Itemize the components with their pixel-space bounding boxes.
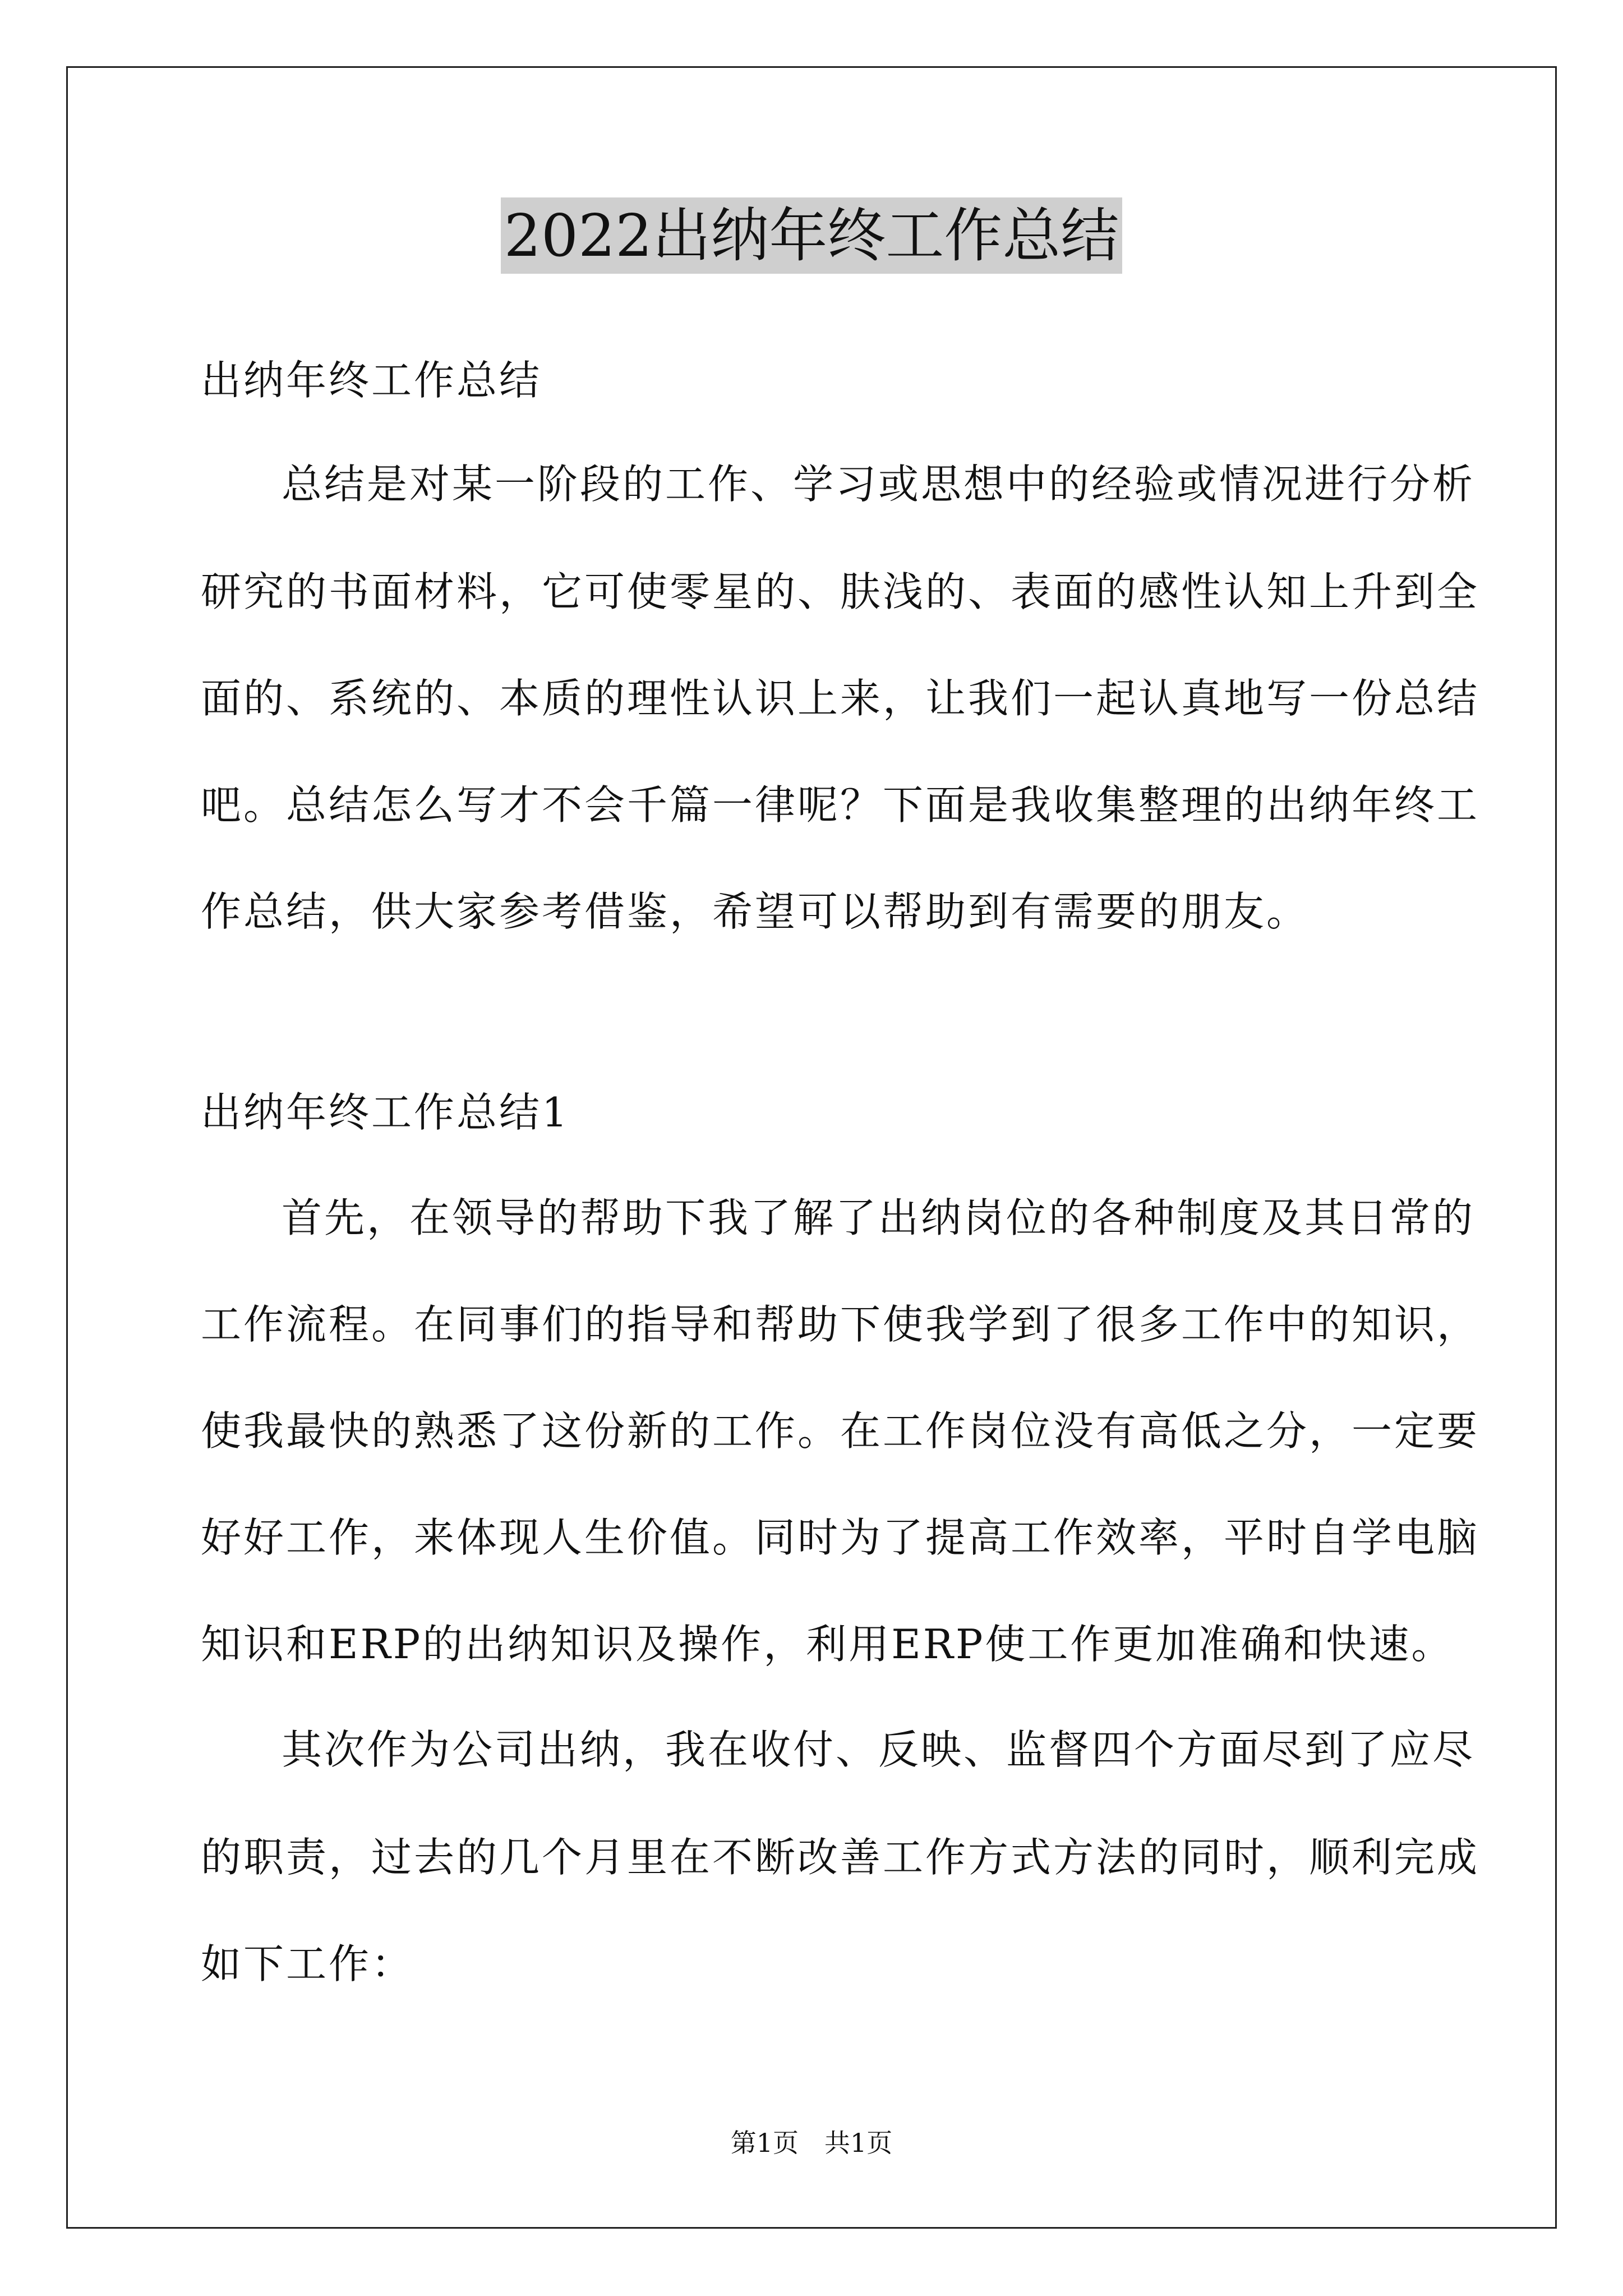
intro-line-5: 作总结，供大家参考借鉴，希望可以帮助到有需要的朋友。 xyxy=(201,888,1310,935)
document-subtitle: 出纳年终工作总结 xyxy=(201,357,542,404)
section1-para2-line-2: 的职责，过去的几个月里在不断改善工作方式方法的同时，顺利完成 xyxy=(201,1834,1480,1881)
intro-line-1: 总结是对某一阶段的工作、学习或思想中的经验或情况进行分析 xyxy=(282,461,1476,508)
section1-heading: 出纳年终工作总结1 xyxy=(201,1089,570,1136)
intro-line-3: 面的、系统的、本质的理性认识上来，让我们一起认真地写一份总结 xyxy=(201,675,1480,722)
page-number-footer: 第1页 共1页 xyxy=(730,2128,893,2158)
intro-line-4: 吧。总结怎么写才不会千篇一律呢？下面是我收集整理的出纳年终工 xyxy=(201,781,1480,829)
section1-para2-line-1: 其次作为公司出纳，我在收付、反映、监督四个方面尽到了应尽 xyxy=(282,1726,1476,1773)
section1-para1-line-5: 知识和ERP的出纳知识及操作，利用ERP使工作更加准确和快速。 xyxy=(201,1621,1454,1668)
document-title: 2022出纳年终工作总结 xyxy=(501,197,1123,274)
section1-para1-line-4: 好好工作，来体现人生价值。同时为了提高工作效率，平时自学电脑 xyxy=(201,1514,1480,1561)
title-container xyxy=(0,197,1623,274)
section1-para1-line-3: 使我最快的熟悉了这份新的工作。在工作岗位没有高低之分，一定要 xyxy=(201,1407,1480,1455)
section1-para1-line-1: 首先，在领导的帮助下我了解了出纳岗位的各种制度及其日常的 xyxy=(282,1194,1476,1241)
section1-para1-line-2: 工作流程。在同事们的指导和帮助下使我学到了很多工作中的知识， xyxy=(201,1301,1480,1348)
section1-para2-line-3: 如下工作： xyxy=(201,1940,414,1987)
intro-line-2: 研究的书面材料，它可使零星的、肤浅的、表面的感性认知上升到全 xyxy=(201,568,1480,615)
